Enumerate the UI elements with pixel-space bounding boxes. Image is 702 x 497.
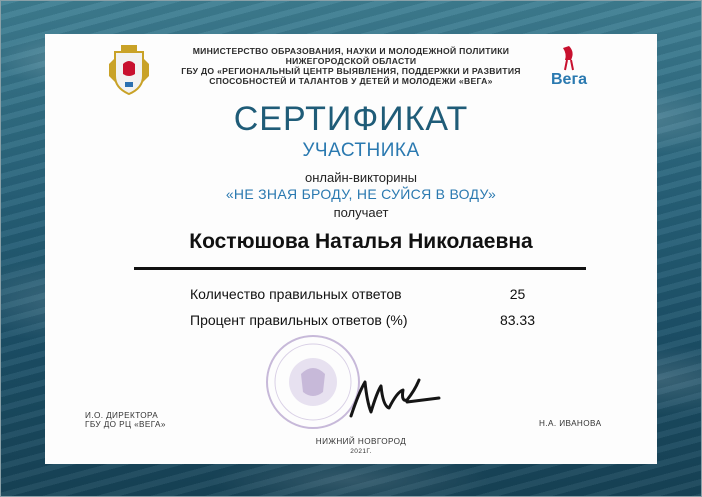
recipient-name: Костюшова Наталья Николаевна [189, 230, 533, 253]
director-line-1: И.О. ДИРЕКТОРА [85, 411, 159, 420]
certificate-subtitle: УЧАСТНИКА [302, 140, 420, 161]
vega-logo-icon [545, 44, 601, 88]
certificate-card [45, 34, 657, 464]
correct-answers-label: Количество правильных ответов [190, 286, 402, 302]
certificate-title: СЕРТИФИКАТ [233, 100, 469, 138]
percent-correct-value: 83.33 [499, 312, 536, 328]
organization-line-3: ГБУ ДО «РЕГИОНАЛЬНЫЙ ЦЕНТР ВЫЯВЛЕНИЯ, ПОДДЕРЖКИ И РАЗВИТИЯ [181, 66, 521, 76]
organization-line-2: НИЖЕГОРОДСКОЙ ОБЛАСТИ [285, 56, 417, 66]
director-title [85, 411, 166, 429]
organization-line-4: СПОСОБНОСТЕЙ И ТАЛАНТОВ У ДЕТЕЙ И МОЛОДЕЖИ «ВЕГА» [209, 76, 493, 86]
director-line-2: ГБУ ДО РЦ «ВЕГА» [85, 420, 166, 429]
signer-name: Н.А. ИВАНОВА [539, 419, 602, 428]
organization-header [163, 46, 539, 86]
vega-logo-text: Вега [551, 71, 588, 88]
event-name: «НЕ ЗНАЯ БРОДУ, НЕ СУЙСЯ В ВОДУ» [225, 186, 497, 202]
coat-of-arms-icon [107, 42, 151, 96]
event-type: онлайн-викторины [304, 170, 418, 185]
name-underline [134, 267, 586, 270]
city-label: НИЖНИЙ НОВГОРОД [315, 437, 407, 446]
correct-answers-value: 25 [509, 286, 526, 302]
receives-label: получает [333, 205, 389, 220]
year-label: 2021Г. [350, 448, 372, 455]
organization-line-1: МИНИСТЕРСТВО ОБРАЗОВАНИЯ, НАУКИ И МОЛОДЕЖНОЙ ПОЛИТИКИ [192, 46, 510, 56]
percent-correct-label: Процент правильных ответов (%) [190, 312, 408, 328]
signature-icon [345, 372, 445, 422]
